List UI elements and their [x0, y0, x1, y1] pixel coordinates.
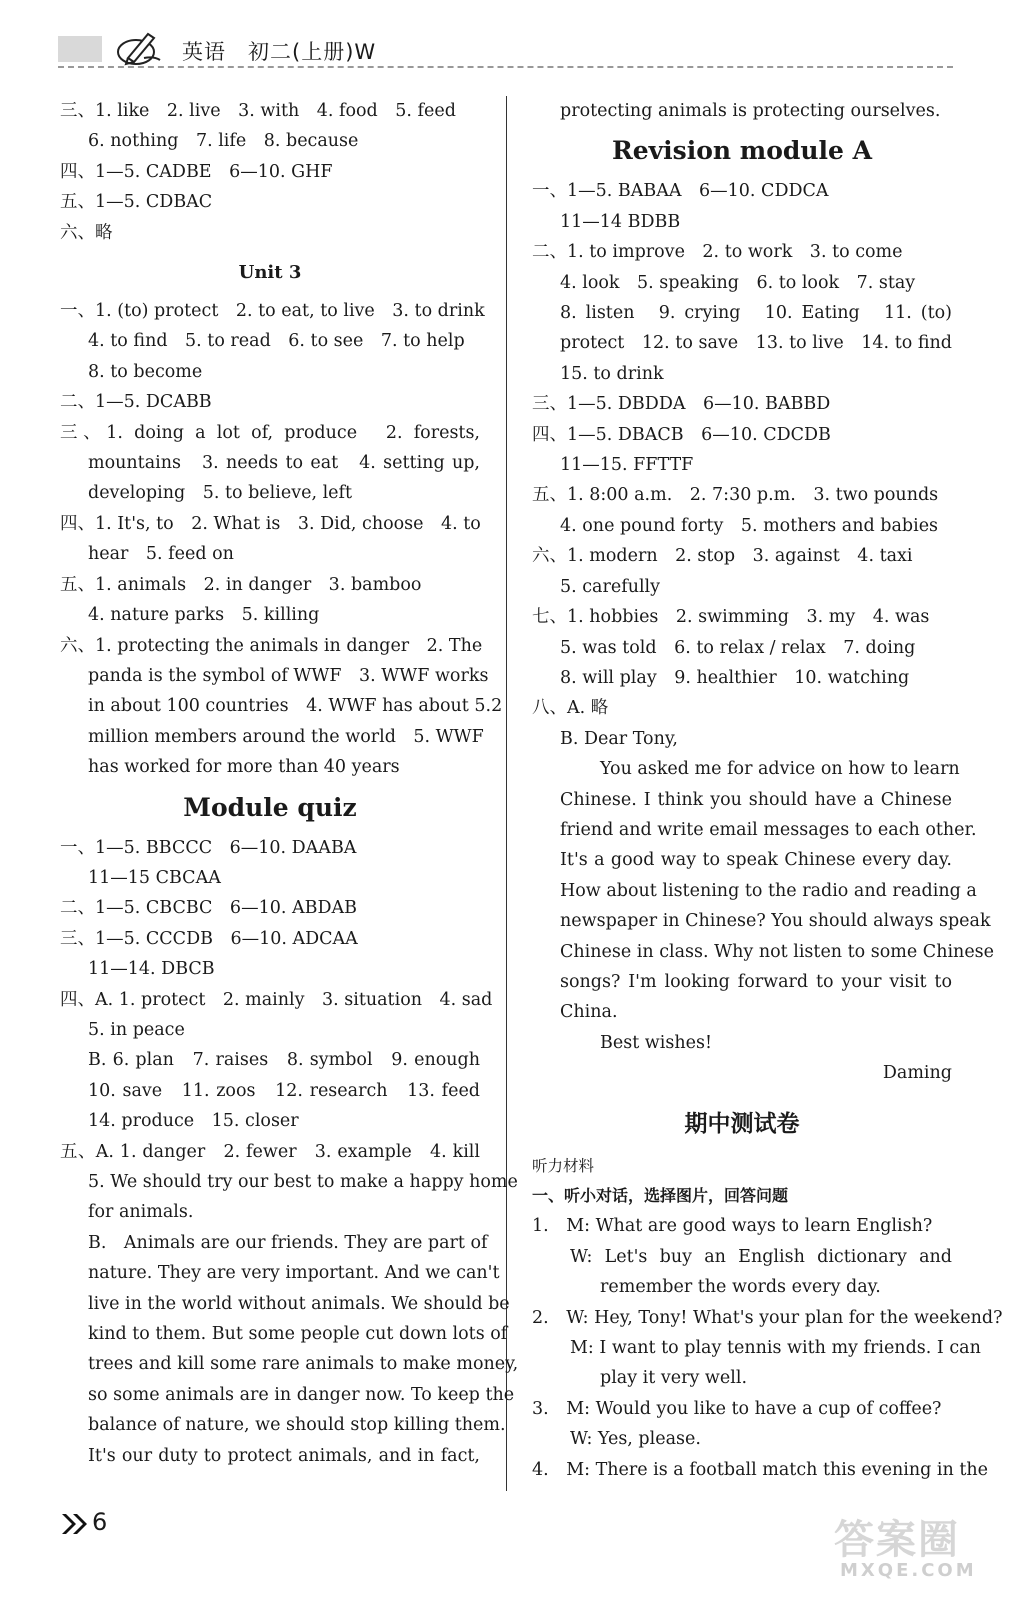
letter-line: Chinese. I think you should have a Chinese: [560, 789, 952, 810]
column-divider: [506, 96, 507, 1491]
answer-line: 二、1. to improve 2. to work 3. to come: [532, 242, 903, 263]
letter-signature: Daming: [882, 1063, 952, 1084]
letter-closing: Best wishes!: [600, 1032, 712, 1053]
answer-line: for animals.: [88, 1202, 194, 1223]
passage-line: so some animals are in danger now. To keep the: [88, 1384, 515, 1405]
answer-line: 4. nature parks 5. killing: [88, 605, 320, 626]
dialogue-line: play it very well.: [600, 1368, 748, 1389]
letter-greeting: B. Dear Tony,: [560, 728, 678, 749]
answer-line: 5. was told 6. to relax / relax 7. doing: [560, 637, 916, 658]
right-column: [532, 96, 1003, 1485]
dialogue-line: remember the words every day.: [600, 1277, 881, 1298]
answer-line: 七、1. hobbies 2. swimming 3. my 4. was: [532, 607, 930, 628]
answer-line: 三、1—5. CCCDB 6—10. ADCAA: [60, 928, 358, 949]
answer-line: panda is the symbol of WWF 3. WWF works: [88, 665, 489, 686]
passage-line: nature. They are very important. And we can't: [88, 1263, 500, 1284]
answer-line: 一、1—5. BBCCC 6—10. DAABA: [60, 837, 357, 858]
passage-line: B. Animals are our friends. They are part of: [88, 1232, 488, 1253]
header-title: 英语 初二(上册)W: [182, 40, 377, 64]
dialogue-line: W: Let's buy an English dictionary and: [570, 1246, 952, 1267]
answer-line: million members around the world 5. WWF: [88, 726, 484, 747]
watermark-url: MXQE.COM: [840, 1560, 977, 1581]
answer-line: 六、1. modern 2. stop 3. against 4. taxi: [532, 546, 913, 567]
answer-line: 五、1. animals 2. in danger 3. bamboo: [60, 574, 422, 595]
answer-line: mountains 3. needs to eat 4. setting up,: [88, 453, 480, 474]
dialogue-line: 3. M: Would you like to have a cup of coffee?: [532, 1398, 942, 1419]
answer-line: protect 12. to save 13. to live 14. to find: [560, 333, 952, 354]
answer-line: 14. produce 15. closer: [88, 1111, 299, 1132]
answer-line: 11—14 BDBB: [560, 211, 681, 232]
letter-line: songs? I'm looking forward to your visit to: [560, 971, 952, 992]
passage-line: kind to them. But some people cut down lots of: [88, 1324, 508, 1345]
answer-line: 八、A. 略: [532, 698, 609, 719]
double-chevron-icon: [60, 1512, 90, 1536]
dialogue-line: 2. W: Hey, Tony! What's your plan for the weekend?: [532, 1307, 1003, 1328]
passage-line: balance of nature, we should stop killing them.: [88, 1415, 506, 1436]
letter-line: You asked me for advice on how to learn: [600, 759, 960, 780]
header-gray-box: [58, 36, 102, 62]
answer-line: 5. carefully: [560, 576, 661, 597]
listening-label: 听力材料: [532, 1156, 595, 1175]
section-title-unit3: Unit 3: [238, 262, 302, 284]
answer-line: 六、1. protecting the animals in danger 2. The: [60, 635, 483, 656]
answer-line: 四、1—5. CADBE 6—10. GHF: [60, 161, 333, 182]
answer-line: 三、1. like 2. live 3. with 4. food 5. feed: [60, 101, 456, 121]
answer-line: 五、1—5. CDBAC: [60, 192, 213, 213]
passage-line: It's our duty to protect animals, and in fact,: [88, 1445, 480, 1466]
answer-line: 15. to drink: [560, 363, 664, 384]
header-dashed-rule: [58, 66, 953, 68]
answer-line: hear 5. feed on: [88, 544, 234, 565]
passage-line: trees and kill some rare animals to make money,: [88, 1354, 519, 1375]
section-title-midterm: 期中测试卷: [684, 1110, 800, 1137]
dialogue-line: M: I want to play tennis with my friends. I can: [570, 1338, 981, 1359]
answer-line: 5. We should try our best to make a happy home: [88, 1172, 518, 1192]
page-header: [58, 26, 958, 76]
answer-line: 一、1—5. BABAA 6—10. CDDCA: [532, 181, 829, 202]
passage-line: protecting animals is protecting ourselves.: [560, 101, 941, 121]
answer-line: 一、1. (to) protect 2. to eat, to live 3. to drink: [60, 301, 485, 322]
answer-line: 五、A. 1. danger 2. fewer 3. example 4. kill: [60, 1141, 480, 1162]
answer-line: 5. in peace: [88, 1019, 185, 1040]
answer-line: 4. one pound forty 5. mothers and babies: [560, 515, 939, 536]
answer-line: 11—15 CBCAA: [88, 867, 221, 888]
letter-line: It's a good way to speak Chinese every day.: [560, 850, 952, 871]
answer-line: 6. nothing 7. life 8. because: [88, 131, 359, 152]
answer-line: 10. save 11. zoos 12. research 13. feed: [88, 1080, 480, 1101]
answer-line: has worked for more than 40 years: [88, 757, 400, 778]
dialogue-line: 1. M: What are good ways to learn English?: [532, 1216, 933, 1237]
answer-line: in about 100 countries 4. WWF has about 5.2: [88, 696, 503, 717]
answer-line: 二、1—5. CBCBC 6—10. ABDAB: [60, 898, 357, 919]
page-number: 6: [92, 1508, 108, 1536]
answer-line: 8. to become: [88, 361, 203, 382]
letter-line: China.: [560, 1002, 618, 1023]
watermark: [826, 1508, 976, 1588]
answer-line: 四、1—5. DBACB 6—10. CDCDB: [532, 424, 831, 445]
letter-line: How about listening to the radio and reading a: [560, 880, 977, 901]
answer-line: 11—14. DBCB: [88, 959, 215, 980]
letter-line: friend and write email messages to each other.: [560, 819, 977, 840]
answer-line: 四、A. 1. protect 2. mainly 3. situation 4. sad: [60, 989, 493, 1010]
answer-line: 三、1—5. DBDDA 6—10. BABBD: [532, 394, 831, 415]
answer-line: developing 5. to believe, left: [88, 483, 353, 504]
passage-line: live in the world without animals. We should be: [88, 1293, 510, 1314]
answer-line: 4. look 5. speaking 6. to look 7. stay: [560, 272, 916, 293]
answer-line: B. 6. plan 7. raises 8. symbol 9. enough: [88, 1050, 480, 1071]
answer-line: 三、1. doing a lot of, produce 2. forests,: [60, 422, 480, 443]
letter-line: Chinese in class. Why not listen to some Chinese: [560, 941, 995, 962]
answer-line: 五、1. 8:00 a.m. 2. 7:30 p.m. 3. two pounds: [532, 485, 939, 506]
dialogue-line: 4. M: There is a football match this evening in the: [532, 1459, 988, 1480]
left-column: [60, 96, 519, 1471]
watermark-cn: 答案圈: [834, 1517, 960, 1563]
answer-line: 4. to find 5. to read 6. to see 7. to help: [88, 331, 465, 352]
answer-line: 8. will play 9. healthier 10. watching: [560, 667, 910, 688]
answer-line: 8. listen 9. crying 10. Eating 11. (to): [560, 303, 952, 324]
section-title-revision-module: Revision module A: [611, 136, 873, 166]
dialogue-line: W: Yes, please.: [570, 1429, 701, 1450]
answer-line: 六、略: [60, 222, 113, 243]
letter-line: newspaper in Chinese? You should always speak: [560, 911, 991, 932]
pen-logo-icon: [114, 26, 166, 68]
section-title-module-quiz: Module quiz: [183, 792, 357, 822]
answer-line: 二、1—5. DCABB: [60, 392, 212, 413]
answer-line: 四、1. It's, to 2. What is 3. Did, choose 4. to: [60, 513, 481, 534]
listening-section-heading: 一、听小对话，选择图片，回答问题: [532, 1186, 789, 1205]
answer-line: 11—15. FFTTF: [560, 455, 694, 476]
